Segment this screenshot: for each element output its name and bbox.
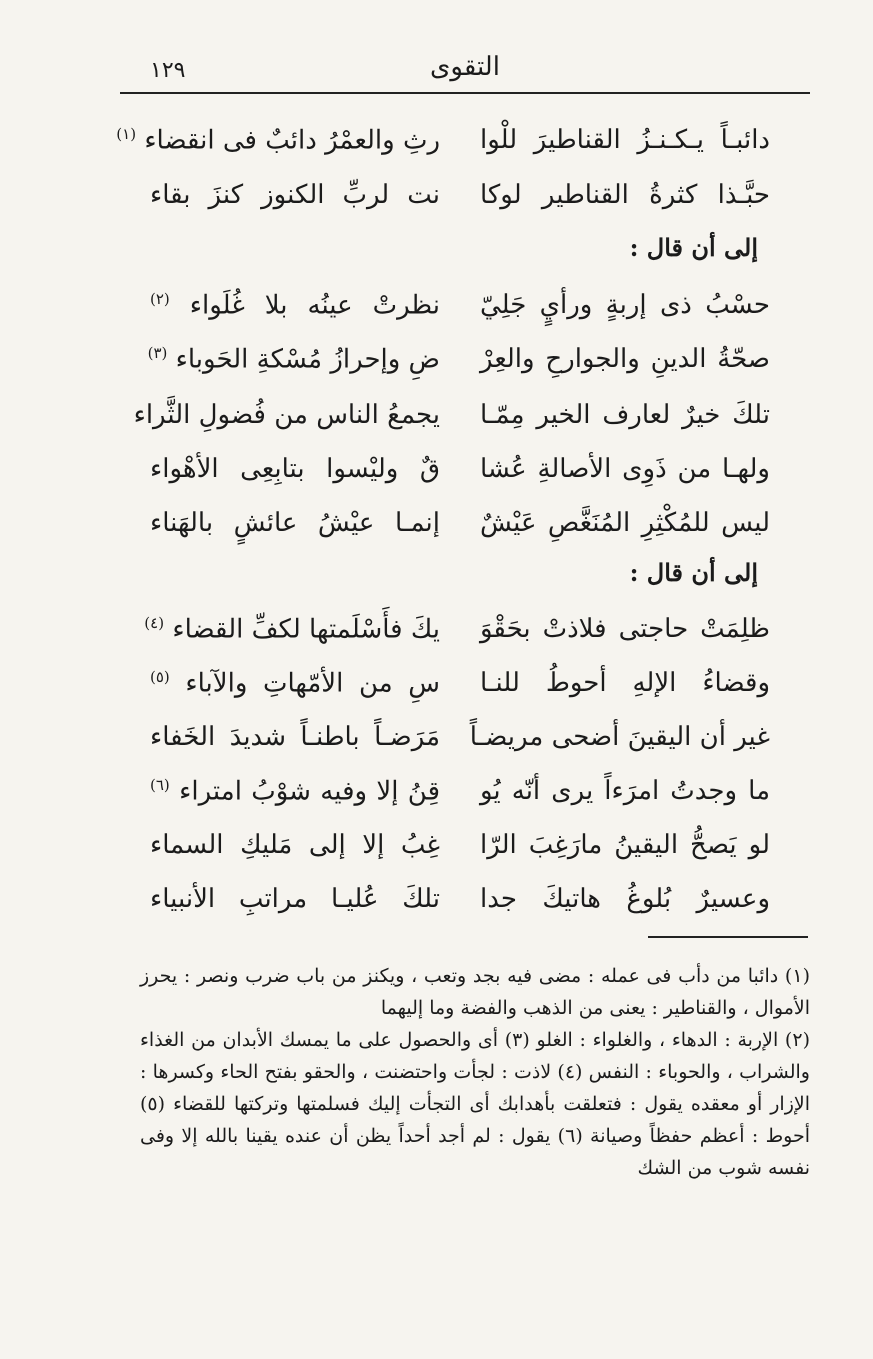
footnote-marker: (٣) bbox=[147, 344, 168, 362]
verse-second-hemistich: نت لربِّ الكنوز كنزَ بقاء bbox=[150, 180, 440, 210]
verse-second-hemistich: نظرتْ عينُه بلا غُلَواء $^{(٢)}$ bbox=[150, 290, 440, 321]
verse-first-hemistich: تلكَ خيرٌ لعارف الخير مِمّـا bbox=[480, 400, 770, 430]
verse-line bbox=[150, 766, 770, 822]
verse-line bbox=[150, 498, 770, 554]
verse-second-hemistich: يكَ فأَسْلَمتها لكفِّ القضاء $^{(٤)}$ bbox=[144, 614, 440, 645]
verse-first-hemistich: صحّةُ الدينِ والجوارحِ والعِرْ bbox=[480, 344, 770, 374]
footnote-divider bbox=[648, 936, 808, 938]
verse-line bbox=[147, 334, 770, 390]
verse-second-hemistich: إنمـا عيْشُ عائشٍ بالهَناء bbox=[150, 508, 440, 538]
verse-first-hemistich: حبَّـذا كثرةُ القناطير لوكا bbox=[480, 180, 770, 210]
running-title: التقوى bbox=[430, 52, 500, 82]
verse-second-hemistich: قِنُ إلا وفيه شوْبُ امتراء $^{(٦)}$ bbox=[150, 776, 440, 807]
verse-first-hemistich: دائبـاً يـكـنـزُ القناطيرَ للْوا bbox=[480, 125, 770, 155]
footnote-marker: (٥) bbox=[150, 668, 170, 686]
verse-first-hemistich: غير أن اليقينَ أضحى مريضـاً bbox=[469, 722, 770, 752]
footnote-marker: (١) bbox=[116, 125, 137, 143]
verse-line bbox=[150, 874, 770, 930]
footnote-marker: (٤) bbox=[144, 614, 165, 632]
verse-first-hemistich: لو يَصحُّ اليقينُ مارَغِبَ الرّا bbox=[480, 830, 770, 860]
verse-line bbox=[144, 604, 770, 660]
verse-first-hemistich: وعسيرٌ بُلوغُ هاتيكَ جدا bbox=[480, 884, 770, 914]
verse-second-hemistich: يجمعُ الناس من فُضولِ الثَّراء bbox=[133, 400, 440, 430]
verse-second-hemistich: غِبُ إلا إلى مَليكِ السماء bbox=[150, 830, 440, 860]
verse-line bbox=[150, 280, 770, 336]
verse-first-hemistich: ما وجدتُ امرَءاً يرى أنّه يُو bbox=[480, 776, 770, 806]
verse-first-hemistich: حسْبُ ذى إربةٍ ورأيٍ جَلِيّ bbox=[480, 290, 770, 320]
verse-second-hemistich: سِ من الأمّهاتِ والآباء $^{(٥)}$ bbox=[150, 668, 441, 699]
verse-second-hemistich: مَرَضـاً باطنـاً شديدَ الخَفاء bbox=[150, 722, 440, 752]
verse-second-hemistich: ضِ وإحرازُ مُسْكةِ الحَوباء $^{(٣)}$ bbox=[147, 344, 440, 375]
verse-first-hemistich: ظلِمَتْ حاجتى فلاذتْ بحَقْوَ bbox=[480, 614, 770, 644]
verse-line bbox=[150, 170, 770, 226]
transition-line: إلى أن قال : bbox=[629, 558, 758, 587]
verse-line bbox=[116, 115, 770, 171]
verse-line bbox=[150, 444, 770, 500]
verse-second-hemistich: قٌ وليْسوا بتابِعِى الأهْواء bbox=[150, 454, 440, 484]
footnotes bbox=[140, 960, 810, 1184]
verse-second-hemistich: رثِ والعمْرُ دائبٌ فى انقضاء $^{(١)}$ bbox=[116, 125, 440, 156]
footnote-marker: (٢) bbox=[150, 290, 170, 308]
verse-line bbox=[150, 820, 770, 876]
verse-line bbox=[150, 712, 770, 768]
footnote-entry: (١) دائبا من دأب فى عمله : مضى فيه بجد وتعب ، ويكنز من باب ضرب ونصر : يحرز الأموال ، والقناطير : يعنى من الذهب والفضة وما إليهما bbox=[140, 965, 810, 1019]
verse-first-hemistich: ليس للمُكْثِرِ المُنَغَّصِ عَيْشٌ bbox=[480, 508, 770, 538]
page-number: ١٢٩ bbox=[150, 58, 186, 83]
verse-line bbox=[150, 658, 770, 714]
footnote-entry: (٢) الإربة : الدهاء ، والغلواء : الغلو (٣) أى والحصول على ما يمسك الأبدان من الغذاء والشراب ، والحوباء : النفس (٤) لاذت : لجأت واحتضنت ، والحقو بفتح الحاء وكسرها : الإزار أو معقده يقول : فتعلقت بأهدابك أى التجأت إليك فسلمتها وتركتها للقضاء (٥) أحوط : أعظم حفظاً وصيانة (٦) يقول : لم أجد أحداً يظن أن عنده يقينا بالله إلا وفى نفسه شوب من الشك bbox=[140, 1029, 810, 1179]
verse-second-hemistich: تلكَ عُليـا مراتبِ الأنبياء bbox=[150, 884, 440, 914]
footnote-marker: (٦) bbox=[150, 776, 170, 794]
verse-line bbox=[133, 390, 770, 446]
verse-first-hemistich: وقضاءُ الإلهِ أحوطُ للنـا bbox=[480, 668, 770, 698]
transition-line: إلى أن قال : bbox=[629, 233, 758, 262]
verse-first-hemistich: ولهـا من ذَوِى الأصالةِ عُشا bbox=[480, 454, 770, 484]
page-header bbox=[120, 40, 810, 94]
